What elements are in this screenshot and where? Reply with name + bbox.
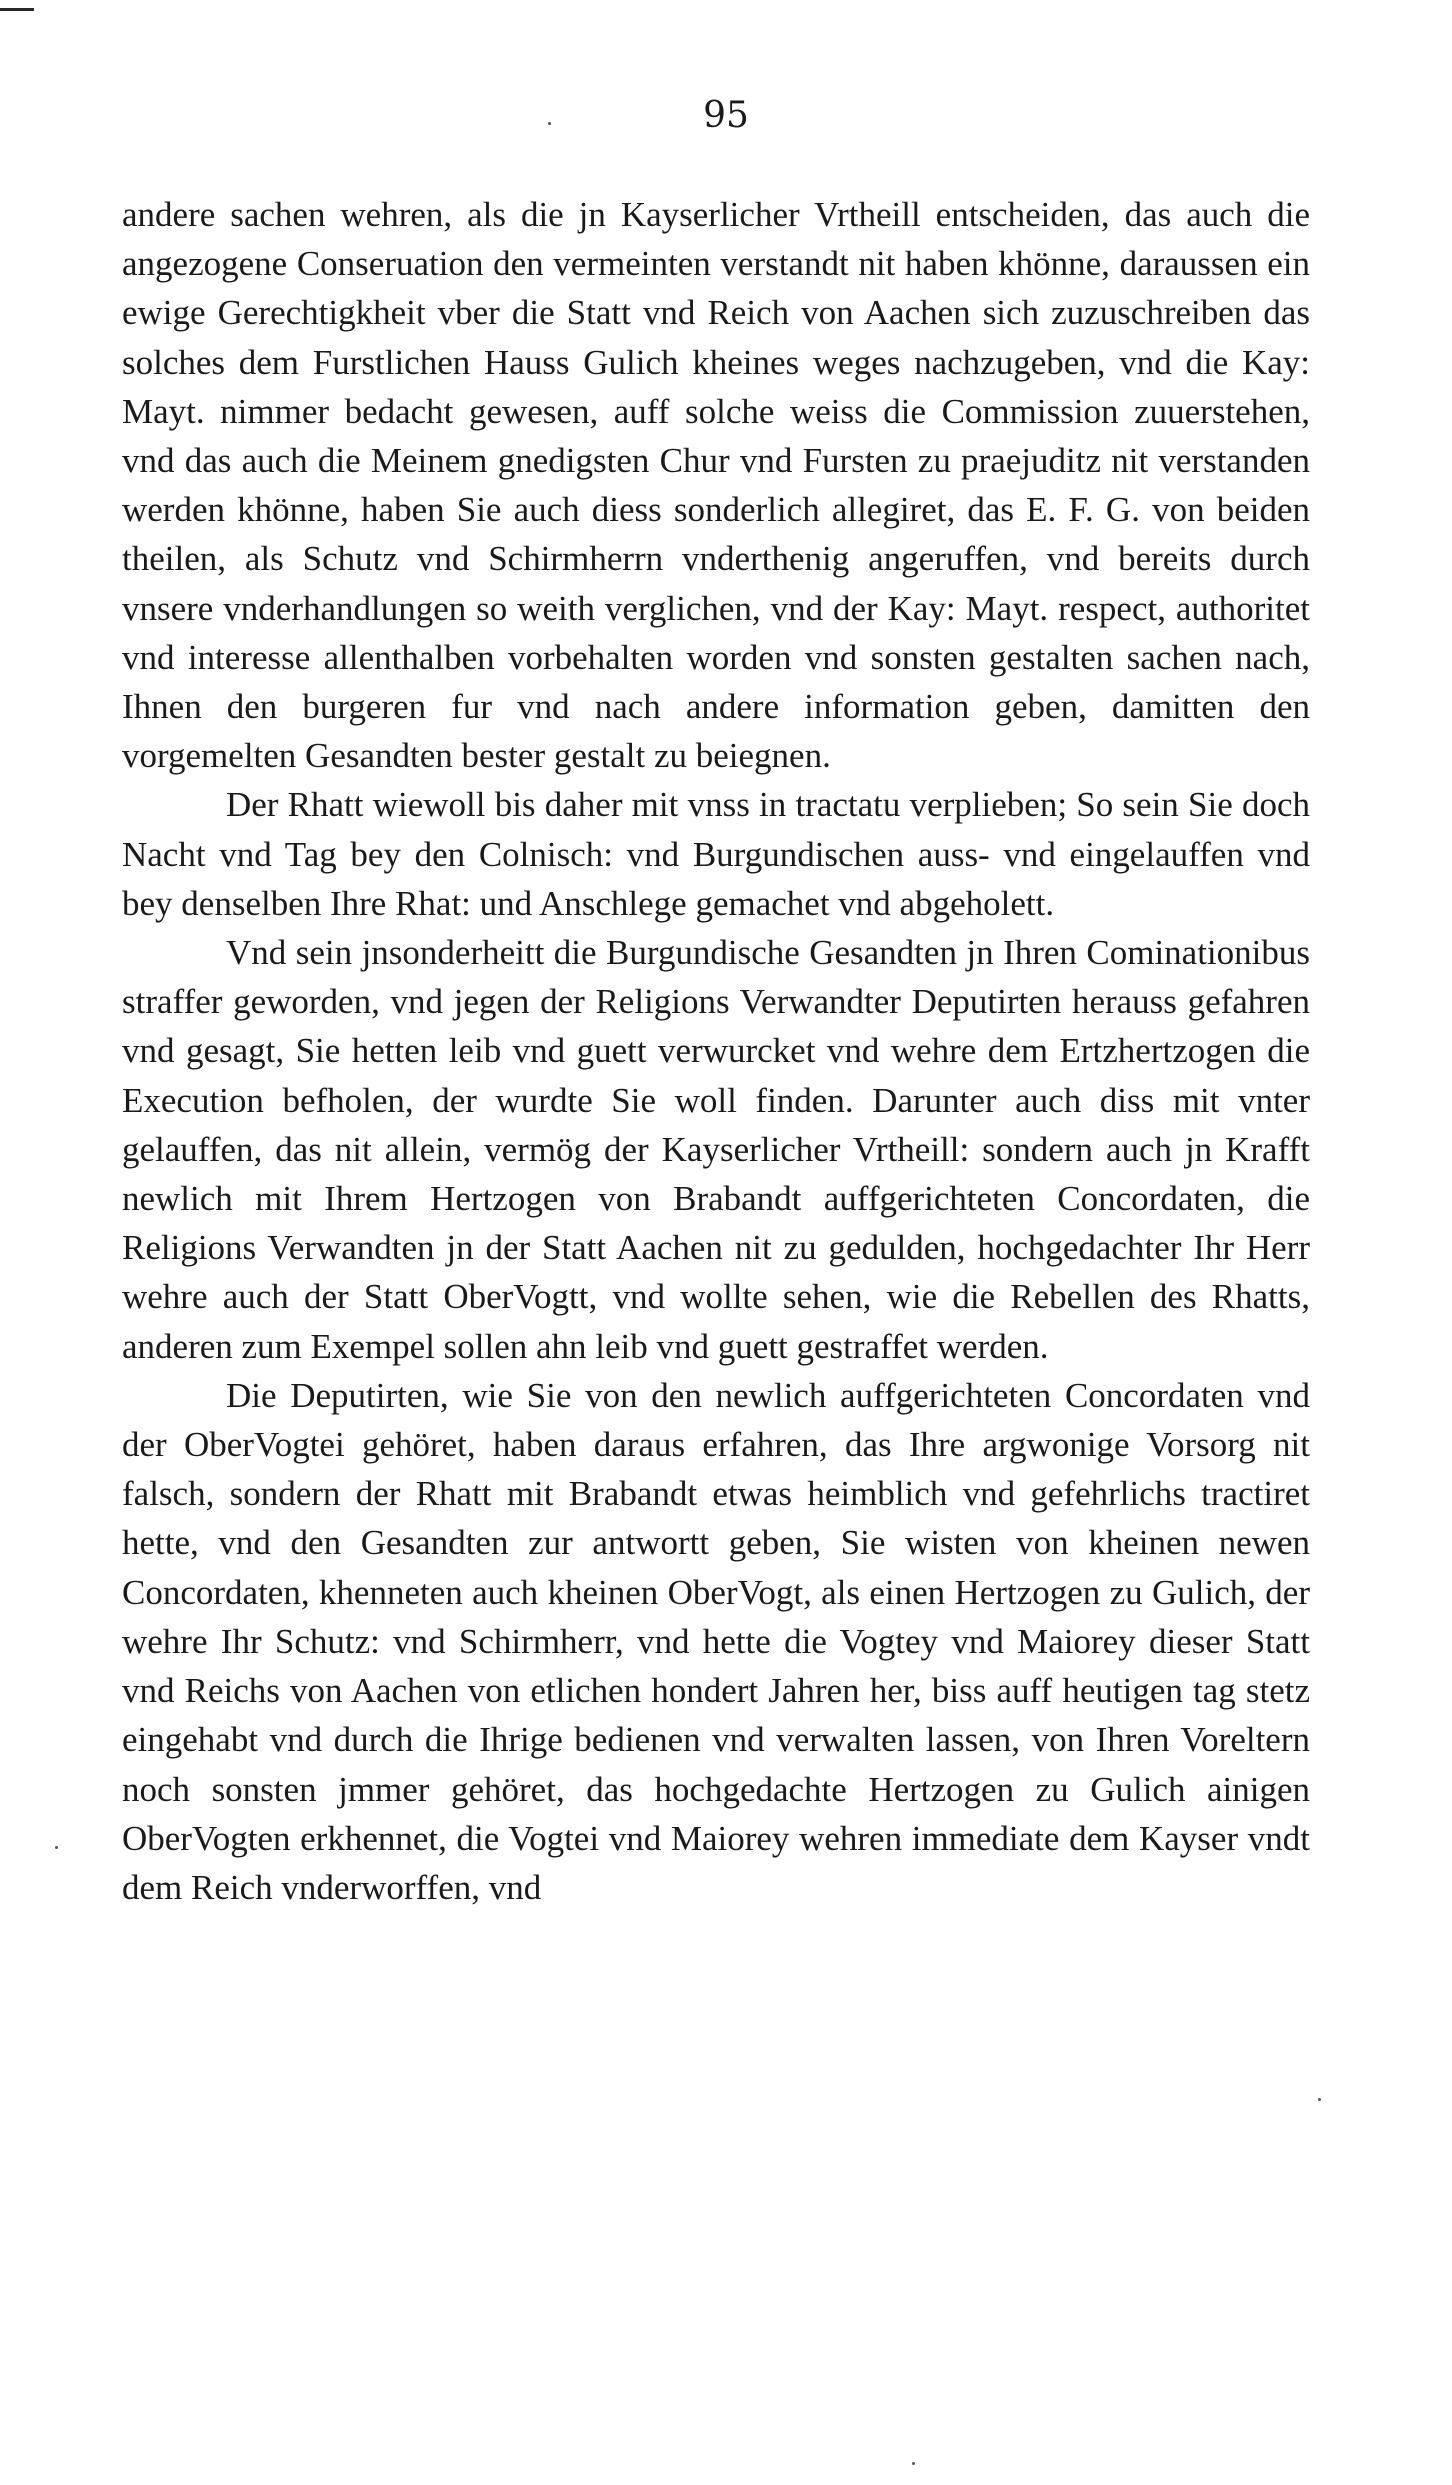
paragraph-3: Vnd sein jnsonderheitt die Burgundische Gesandten jn Ihren Cominationibus straffer geworden, vnd jegen der Religions Verwandter Deputirten herauss gefahren vnd gesagt, Sie hetten leib vnd guett verwurcket vnd wehre dem Ertzhertzogen die Execution befholen, der wurdte Sie woll finden. Darunter auch diss mit vnter gelauffen, das nit allein, vermög der Kayserlicher Vrtheill: sondern auch jn Krafft newlich mit Ihrem Hertzogen von Brabandt auffgerichteten Concordaten, die Religions Verwandten jn der Statt Aachen nit zu gedulden, hochgedachter Ihr Herr wehre auch der Statt OberVogtt, vnd wollte sehen, wie die Rebellen des Rhatts, anderen zum Exempel sollen ahn leib vnd guett gestraffet werden. [122, 933, 1310, 1366]
paragraph-1: andere sachen wehren, als die jn Kayserlicher Vrtheill entscheiden, das auch die angezogene Conseruation den vermeinten verstandt nit haben khönne, daraussen ein ewige Gerechtigkheit vber die Statt vnd Reich von Aachen sich zuzuschreiben das solches dem Furstlichen Hauss Gulich kheines weges nachzugeben, vnd die Kay: Mayt. nimmer bedacht gewesen, auff solche weiss die Commission zuuerstehen, vnd das auch die Meinem gnedigsten Chur vnd Fursten zu praejuditz nit verstanden werden khönne, haben Sie auch diess sonderlich allegiret, das E. F. G. von beiden theilen, als Schutz vnd Schirmherrn vnderthenig angeruffen, vnd bereits durch vnsere vnderhandlungen so weith verglichen, vnd der Kay: Mayt. respect, authoritet vnd interesse allenthalben vorbehalten worden vnd sonsten gestalten sachen nach, Ihnen den burgeren fur vnd nach andere information geben, damitten den vorgemelten Gesandten bester gestalt zu beiegnen. [122, 195, 1310, 776]
paragraph-2: Der Rhatt wiewoll bis daher mit vnss in tractatu verplieben; So sein Sie doch Nacht vnd Tag bey den Colnisch: vnd Burgundischen auss- vnd eingelauffen vnd bey denselben Ihre Rhat: und Anschlege gemachet vnd abgeholett. [122, 785, 1310, 923]
paragraph-4: Die Deputirten, wie Sie von den newlich auffgerichteten Concordaten vnd der OberVogtei gehöret, haben daraus erfahren, das Ihre argwonige Vorsorg nit falsch, sondern der Rhatt mit Brabandt etwas heimblich vnd gefehrlichs tractiret hette, vnd den Gesandten zur antwortt geben, Sie wisten von kheinen newen Concordaten, khenneten auch kheinen OberVogt, als einen Hertzogen zu Gulich, der wehre Ihr Schutz: vnd Schirmherr, vnd hette die Vogtey vnd Maiorey dieser Statt vnd Reichs von Aachen von etlichen hondert Jahren her, biss auff heutigen tag stetz eingehabt vnd durch die Ihrige bedienen vnd verwalten lassen, von Ihren Voreltern noch sonsten jmmer gehöret, das hochgedachte Hertzogen zu Gulich ainigen OberVogten erkhennet, die Vogtei vnd Maiorey wehren immediate dem Kayser vndt dem Reich vnderworffen, vnd [122, 1375, 1310, 1907]
page-number: 95 [703, 95, 749, 136]
scan-edge-mark [0, 8, 34, 11]
scan-speck [1318, 2098, 1321, 2101]
scan-speck [55, 1846, 58, 1849]
body-text [122, 190, 1310, 1912]
scan-speck [912, 2462, 915, 2465]
scan-speck [548, 122, 551, 125]
